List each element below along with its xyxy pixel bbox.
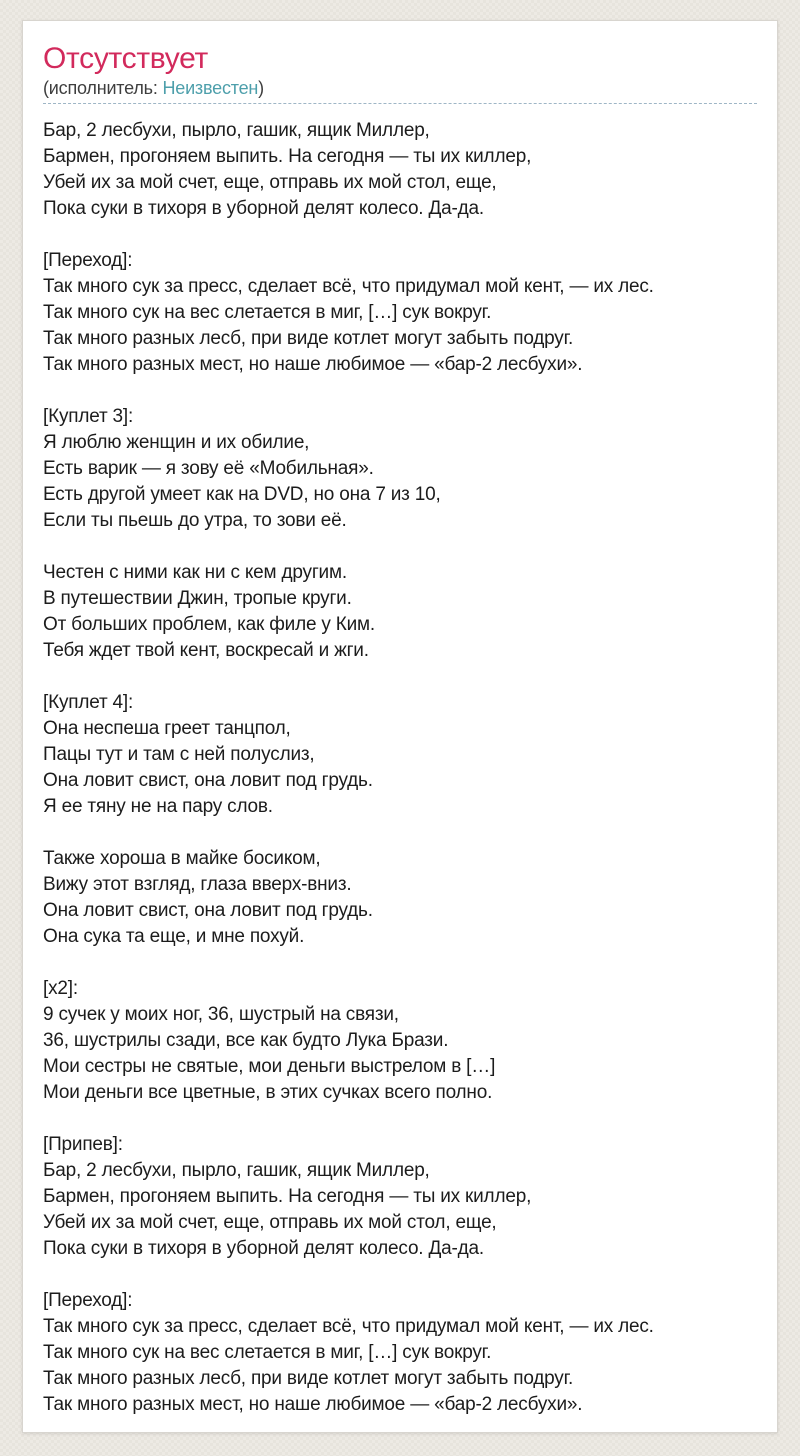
artist-label-suffix: ) bbox=[258, 78, 264, 98]
stanza: Также хороша в майке босиком, Вижу этот взгляд, глаза вверх-вниз. Она ловит свист, она ловит под грудь. Она сука та еще, и мне похуй. bbox=[43, 848, 373, 947]
stanza: [Переход]: Так много сук за пресс, сделает всё, что придумал мой кент, — их лес. Так много сук на вес слетается в миг, […] сук вокруг. Так много разных лесб, при виде котлет могут забыть подруг. Так много разных мест, но наше любимое — «бар-2 лесбухи». bbox=[43, 250, 654, 375]
lyrics-text bbox=[43, 104, 757, 1418]
stanza: [Куплет 3]: Я люблю женщин и их обилие, Есть варик — я зову её «Мобильная». Есть другой умеет как на DVD, но она 7 из 10, Если ты пьешь до утра, то зови её. bbox=[43, 406, 441, 531]
lyrics-card bbox=[22, 20, 778, 1433]
stanza: Честен с ними как ни с кем другим. В путешествии Джин, тропые круги. От больших проблем, как филе у Ким. Тебя ждет твой кент, воскресай и жги. bbox=[43, 562, 376, 661]
artist-line bbox=[43, 77, 757, 100]
artist-link[interactable]: Неизвестен bbox=[162, 78, 259, 98]
artist-label: (исполнитель: bbox=[43, 78, 163, 98]
song-title: Отсутствует bbox=[43, 42, 208, 75]
stanza: [Куплет 4]: Она неспеша греет танцпол, Пацы тут и там с ней полуслиз, Она ловит свист, она ловит под грудь. Я ее тяну не на пару слов. bbox=[43, 692, 373, 817]
stanza: Бар, 2 лесбухи, пырло, гашик, ящик Миллер, Бармен, прогоняем выпить. На сегодня — ты их киллер, Убей их за мой счет, еще, отправь их мой стол, еще, Пока суки в тихоря в уборной делят колесо. Да-да. bbox=[43, 120, 532, 219]
stanza: [Припев]: Бар, 2 лесбухи, пырло, гашик, ящик Миллер, Бармен, прогоняем выпить. На сегодня — ты их киллер, Убей их за мой счет, еще, отправь их мой стол, еще, Пока суки в тихоря в уборной делят колесо. Да-да. bbox=[43, 1134, 532, 1259]
stanza: [x2]: 9 сучек у моих ног, 36, шустрый на связи, 36, шустрилы сзади, все как будто Лука Брази. Мои сестры не святые, мои деньги выстрелом в […] Мои деньги все цветные, в этих сучках всего полно. bbox=[43, 978, 496, 1103]
song-header bbox=[43, 41, 757, 104]
stanza: [Переход]: Так много сук за пресс, сделает всё, что придумал мой кент, — их лес. Так много сук на вес слетается в миг, […] сук вокруг. Так много разных лесб, при виде котлет могут забыть подруг. Так много разных мест, но наше любимое — «бар-2 лесбухи». bbox=[43, 1290, 654, 1415]
